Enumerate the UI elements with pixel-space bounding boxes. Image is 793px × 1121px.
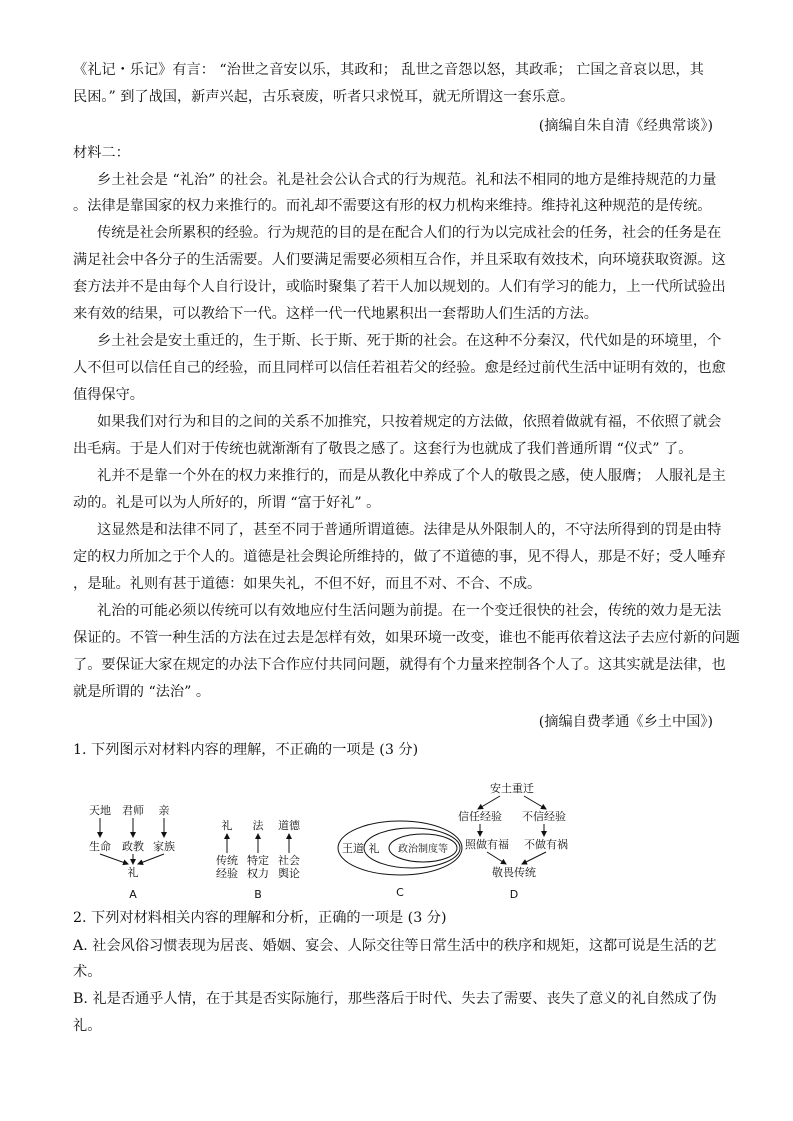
- diagram-b-top-3: 道德: [278, 819, 300, 832]
- diagram-b: [216, 818, 301, 901]
- diagram-a-top-3: 亲: [158, 804, 170, 817]
- paragraph-line: ，是耻。礼则有甚于道德：如果失礼，不但不好，而且不对、不合、不成。: [73, 576, 542, 592]
- paragraph-line: 人不但可以信任自己的经验，而且同样可以信任若祖若父的经验。愈是经过前代生活中证明有效的，也愈: [73, 360, 726, 376]
- question-1-diagrams: [60, 778, 680, 906]
- diagram-c-outer-label: 王道: [342, 842, 364, 855]
- diagram-b-top-2: 法: [252, 819, 264, 832]
- diagram-b-label: B: [254, 888, 262, 901]
- source-citation: (摘编自朱自清《经典常谈》): [538, 118, 713, 134]
- diagram-b-top-1: 礼: [221, 819, 233, 832]
- diagram-a-arrow: [138, 854, 164, 864]
- diagram-b-bottom-1b: 经验: [216, 867, 238, 880]
- paragraph-line: 动的。礼是可以为人所好的，所谓 “富于好礼” 。: [73, 495, 381, 511]
- diagram-a-mid-1: 生命: [89, 840, 111, 853]
- paragraph-line: 《礼记・乐记》有言： “治世之音安以乐，其政和； 乱世之音怨以怒，其政乖； 亡国之音哀以思，其: [73, 62, 704, 78]
- diagram-b-bottom-3b: 舆论: [278, 867, 300, 880]
- diagram-c: [338, 821, 462, 899]
- paragraph-line: 礼治的可能必须以传统可以有效地应付生活问题为前提。在一个变迁很快的社会，传统的效力是无法: [97, 603, 722, 619]
- paragraph-line: 这显然是和法律不同了，甚至不同于普通所谓道德。法律是从外限制人的，不守法所得到的罚是由特: [97, 522, 722, 538]
- diagram-d-left-2: 照做有福: [465, 838, 509, 851]
- diagram-d-bottom: 敬畏传统: [492, 866, 536, 879]
- diagram-d-right-1: 不信经验: [522, 810, 566, 823]
- paragraph-line: 套方法并不是由每个人自行设计，或临时聚集了若干人加以规划的。人们有学习的能力，上一代所试验出: [73, 279, 726, 295]
- diagram-a-label: A: [129, 888, 137, 901]
- diagram-d-left-1: 信任经验: [458, 810, 502, 823]
- diagram-d-top: 安土重迁: [490, 782, 534, 795]
- diagram-a: [89, 803, 175, 901]
- option-b-line: 礼。: [73, 1018, 102, 1034]
- option-b-line: B. 礼是否通乎人情，在于其是否实际施行，那些落后于时代、失去了需要、丧失了意义的礼自然成了伪: [73, 991, 717, 1007]
- diagram-b-bottom-2b: 权力: [247, 867, 269, 880]
- option-a-line: 术。: [73, 964, 102, 980]
- paragraph-line: 就是所谓的 “法治” 。: [73, 684, 211, 700]
- option-a-line: A. 社会风俗习惯表现为居丧、婚姻、宴会、人际交往等日常生活中的秩序和规矩，这都可说是生活的艺: [73, 938, 717, 954]
- paragraph-line: 。法律是靠国家的权力来推行的。而礼却不需要这有形的权力机构来维持。维持礼这种规范的是传统。: [73, 198, 712, 214]
- source-citation: (摘编自费孝通《乡土中国》): [538, 714, 713, 730]
- question-1: 1. 下列图示对材料内容的理解，不正确的一项是 (3 分): [73, 742, 419, 758]
- diagram-b-bottom-2a: 特定: [247, 854, 269, 867]
- paragraph-line: 了。要保证大家在规定的办法下合作应付共同问题，就得有个力量来控制各个人了。这其实就是法律，也: [73, 657, 726, 673]
- diagram-d-arrow: [522, 852, 546, 864]
- diagram-d-arrow: [524, 796, 546, 809]
- paragraph-line: 礼并不是靠一个外在的权力来推行的，而是从教化中养成了个人的敬畏之感，使人服膺； 人服礼是主: [97, 468, 726, 484]
- section-heading: 材料二：: [73, 145, 130, 161]
- diagram-a-top-1: 天地: [89, 804, 111, 817]
- paragraph-line: 值得保守。: [73, 387, 144, 403]
- paragraph-line: 民困。” 到了战国，新声兴起，古乐衰废，听者只求悦耳，就无所谓这一套乐意。: [73, 89, 575, 105]
- diagram-d-label: D: [509, 888, 519, 901]
- paragraph-line: 满足社会中各分子的生活需要。人们要满足需要必须相互合作，并且采取有效技术，向环境获取资源。这: [73, 252, 726, 268]
- paragraph-line: 保证的。不管一种生活的方法在过去是怎样有效，如果环境一改变，谁也不能再依着这法子去应付新的问题: [73, 630, 740, 646]
- diagram-a-mid-3: 家族: [153, 840, 175, 853]
- diagram-c-inner-label: 政治制度等: [398, 844, 448, 855]
- paragraph-line: 乡土社会是安土重迁的，生于斯、长于斯、死于斯的社会。在这种不分秦汉，代代如是的环境里，个: [97, 333, 722, 349]
- paragraph-line: 出毛病。于是人们对于传统也就渐渐有了敬畏之感了。这套行为也就成了我们普通所谓 “仪式” 了。: [73, 441, 693, 457]
- paragraph-line: 乡土社会是 “礼治” 的社会。礼是社会公认合式的行为规范。礼和法不相同的地方是维持规范的力量: [97, 172, 717, 188]
- question-2: 2. 下列对材料相关内容的理解和分析，正确的一项是 (3 分): [73, 910, 447, 926]
- paragraph-line: 定的权力所加之于个人的。道德是社会舆论所维持的，做了不道德的事，见不得人，那是不好；受人唾弃: [73, 549, 726, 565]
- diagram-c-middle-label: 礼: [368, 842, 380, 855]
- paragraph-line: 传统是社会所累积的经验。行为规范的目的是在配合人们的行为以完成社会的任务，社会的任务是在: [97, 225, 722, 241]
- paragraph-line: 如果我们对行为和目的之间的关系不加推究，只按着规定的方法做，依照着做就有福，不依照了就会: [97, 414, 722, 430]
- paragraph-line: 来有效的结果，可以教给下一代。这样一代一代地累积出一套帮助人们生活的方法。: [73, 306, 598, 322]
- diagram-a-mid-2: 政教: [122, 840, 144, 853]
- diagram-d-arrow: [478, 796, 500, 809]
- diagram-d: [458, 781, 568, 901]
- diagram-d-right-2: 不做有祸: [524, 838, 568, 851]
- diagram-b-bottom-3a: 社会: [278, 854, 300, 867]
- diagram-c-label: C: [396, 886, 404, 899]
- diagram-d-arrow: [487, 852, 506, 864]
- diagram-a-top-2: 君师: [122, 804, 144, 817]
- diagram-a-arrow: [100, 854, 128, 864]
- diagram-a-bottom: 礼: [127, 866, 139, 879]
- diagram-b-bottom-1a: 传统: [216, 854, 238, 867]
